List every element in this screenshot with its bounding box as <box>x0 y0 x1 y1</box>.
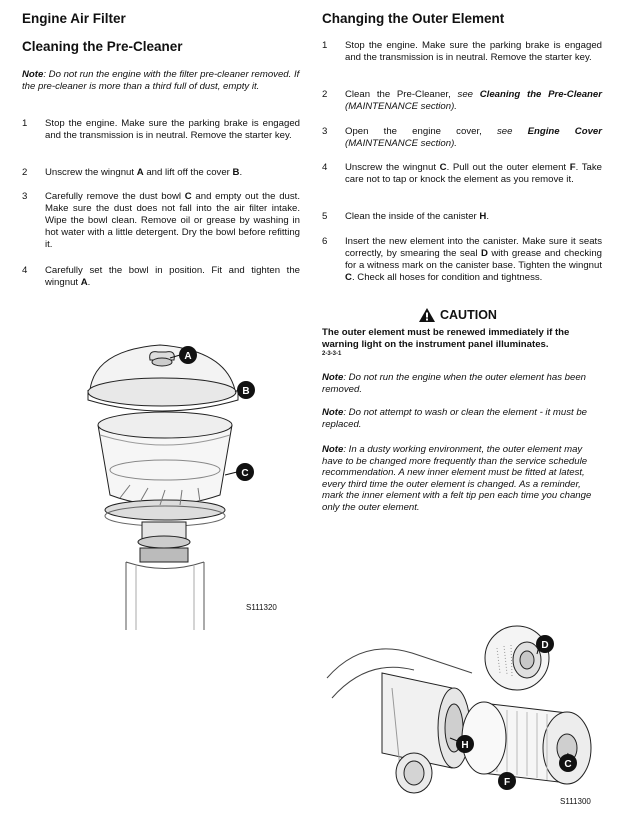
figure-code-left: S111320 <box>246 603 277 612</box>
right-step-4: 4 Unscrew the wingnut C. Pull out the outer element F. Take care not to tap or knock the element as you remove it. <box>322 162 603 185</box>
left-step-4: 4 Carefully set the bowl in position. Fit and tighten the wingnut A. <box>22 265 300 288</box>
warning-triangle-icon <box>418 307 436 323</box>
right-step-2: 2 Clean the Pre-Cleaner, see Cleaning the Pre-Cleaner (MAINTENANCE section). <box>322 89 602 112</box>
right-step-5: 5 Clean the inside of the canister H. <box>322 211 490 222</box>
note-dusty-environment: Note: In a dusty working environment, the outer element may have to be changed more frequently than the service schedule recommendation. A new inner element must be fitted at latest, every third time the outer element is changed. As a reminder, mark the inner element with a felt tip pen each time you change only the outer element. <box>322 444 592 513</box>
right-step-3: 3 Open the engine cover, see Engine Cover (MAINTENANCE section). <box>322 126 603 149</box>
pre-cleaner-note: Note: Do not run the engine with the filter pre-cleaner removed. If the pre-cleaner is more than a third full of dust, empty it. <box>22 69 300 92</box>
section-title-right: Changing the Outer Element <box>322 11 505 26</box>
callout-c: C <box>241 468 249 479</box>
callout-f: F <box>503 777 511 788</box>
callout-a: A <box>184 351 192 362</box>
caution-heading: CAUTION <box>418 307 497 323</box>
note-no-wash: Note: Do not attempt to wash or clean the element - it must be replaced. <box>322 407 588 430</box>
caution-text: The outer element must be renewed immediately if the warning light on the instrument panel illuminates. <box>322 327 570 350</box>
figure-code-right: S111300 <box>560 797 591 806</box>
callout-h: H <box>461 740 469 751</box>
left-step-1: 1 Stop the engine. Make sure the parking brake is engaged and the transmission is in neutral. Remove the starter key. <box>22 118 300 141</box>
caution-code: 2-3-3-1 <box>322 351 342 357</box>
right-step-1: 1 Stop the engine. Make sure the parking brake is engaged and the transmission is in neutral. Remove the starter key. <box>322 40 602 63</box>
subsection-title: Cleaning the Pre-Cleaner <box>22 39 183 54</box>
pre-cleaner-illustration <box>70 330 290 630</box>
outer-element-illustration <box>322 618 612 803</box>
callout-b: B <box>242 386 250 397</box>
right-step-6: 6 Insert the new element into the canister. Make sure it seats correctly, by smearing the seal D with grease and checking for a witness mark on the canister base. Tighten the wingnut C. Check all hoses for condition and tightness. <box>322 236 602 283</box>
callout-c-right: C <box>564 759 572 770</box>
left-step-3: 3 Carefully remove the dust bowl C and empty out the dust. Make sure the dust does not fall into the air filter intake. Wipe the bowl clean. Remove oil or grease by washing in hot water with a little detergent. Dry the bowl before refitting it. <box>22 191 300 250</box>
section-title: Engine Air Filter <box>22 11 126 26</box>
note-outer-removed: Note: Do not run the engine when the outer element has been removed. <box>322 372 587 395</box>
left-step-2: 2 Unscrew the wingnut A and lift off the cover B. <box>22 167 243 178</box>
callout-d: D <box>541 640 549 651</box>
